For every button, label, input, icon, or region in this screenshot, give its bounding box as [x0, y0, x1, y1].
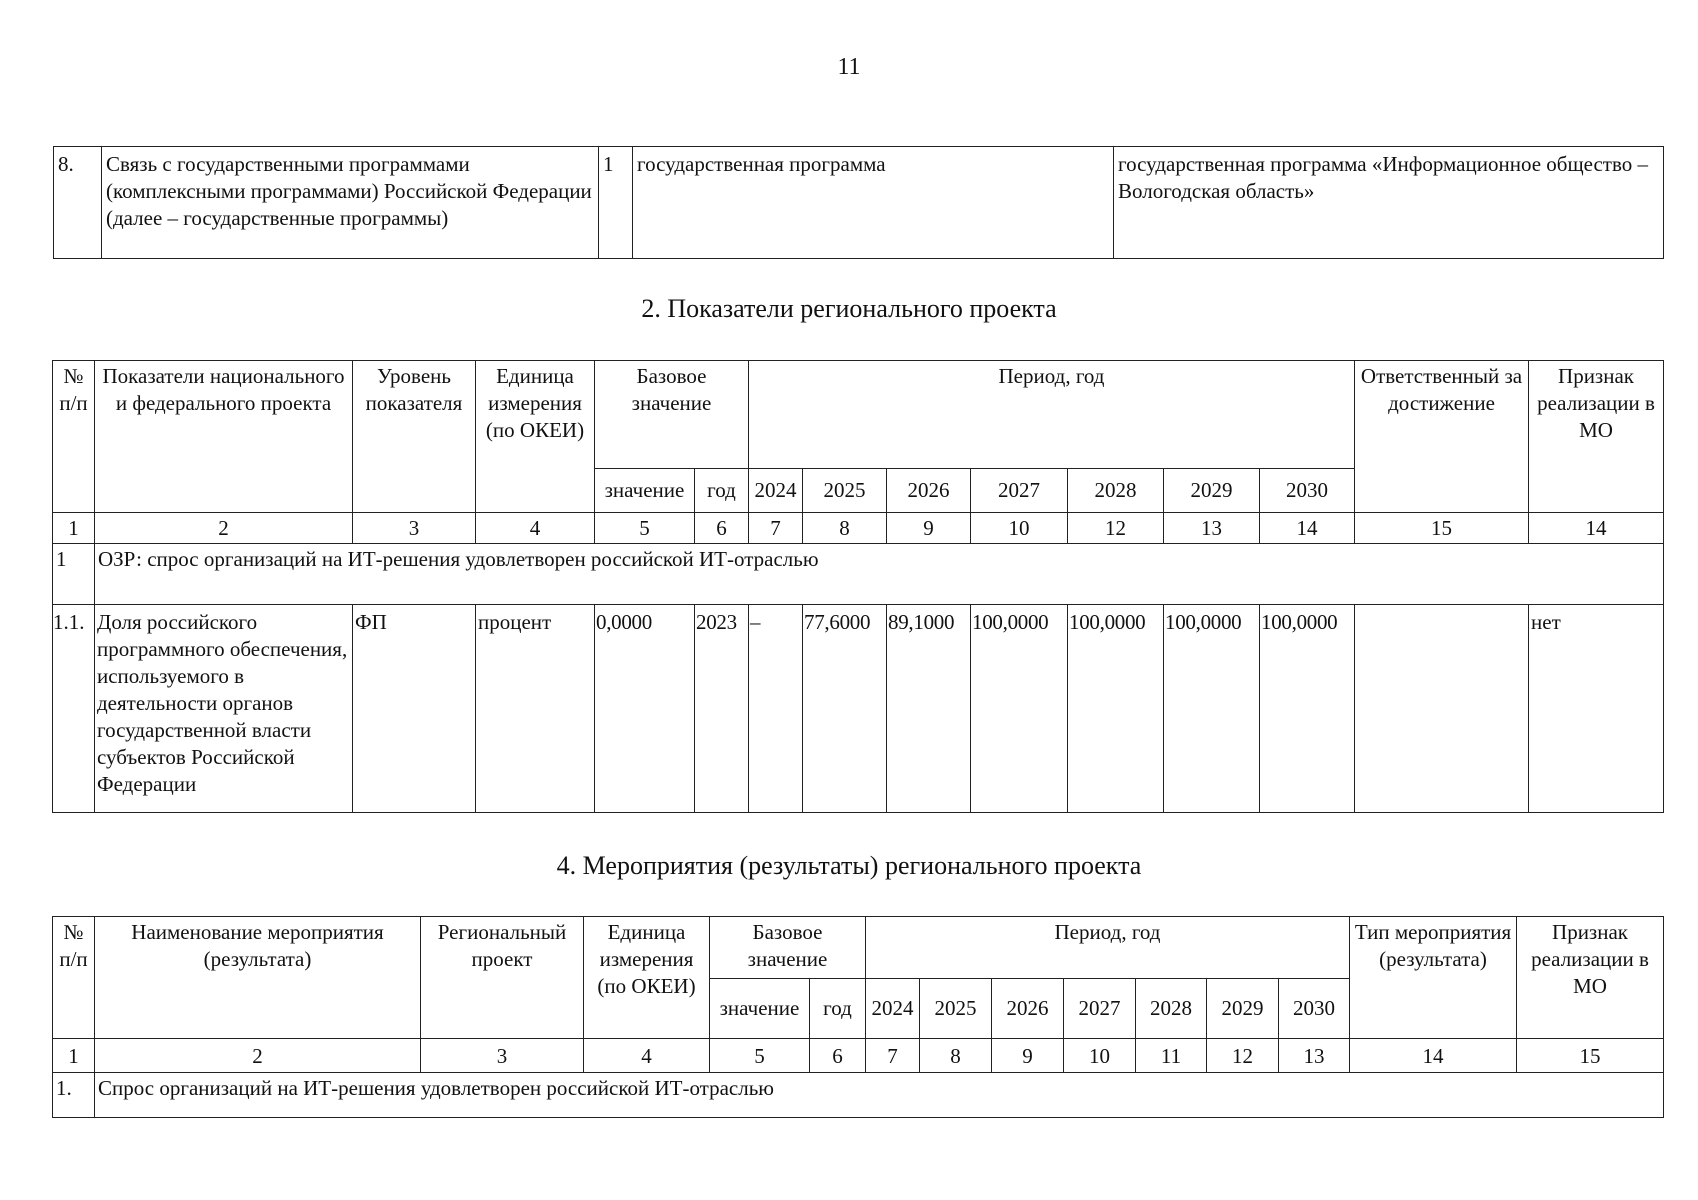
period-value: 77,6000 [803, 605, 887, 813]
row-number: 8. [54, 147, 102, 259]
header-year: 2025 [920, 979, 992, 1039]
header-year: 2026 [887, 469, 971, 513]
responsible [1355, 605, 1529, 813]
group-row [53, 1073, 1664, 1118]
header-period: Период, год [866, 917, 1350, 979]
col-number: 9 [992, 1039, 1064, 1073]
header-type: Тип мероприятия (результата) [1350, 917, 1517, 1039]
header-no: № п/п [53, 361, 95, 513]
header-year: 2030 [1260, 469, 1355, 513]
col-number: 10 [971, 513, 1068, 544]
col-number: 7 [866, 1039, 920, 1073]
header-name: Наименование мероприятия (результата) [95, 917, 421, 1039]
section2-title: 2. Показатели регионального проекта [641, 294, 1057, 323]
base-value: 0,0000 [595, 605, 695, 813]
table-row [54, 147, 1664, 259]
col-number: 11 [1136, 1039, 1207, 1073]
col-number: 2 [95, 513, 353, 544]
indicator-unit: процент [476, 605, 595, 813]
header-year: 2029 [1164, 469, 1260, 513]
header-year: 2026 [992, 979, 1064, 1039]
header-mo: Признак реализации в МО [1529, 361, 1664, 513]
col-number: 5 [710, 1039, 810, 1073]
program-type: государственная программа [633, 147, 1114, 259]
header-no: № п/п [53, 917, 95, 1039]
header-base-year: год [810, 979, 866, 1039]
header-responsible: Ответственный за достижение [1355, 361, 1529, 513]
section4-title: 4. Мероприятия (результаты) регионального проекта [556, 851, 1142, 880]
col-number: 4 [476, 513, 595, 544]
col-number: 14 [1260, 513, 1355, 544]
header-mo: Признак реализации в МО [1517, 917, 1664, 1039]
header-row [53, 361, 1664, 469]
program-name: государственная программа «Информационное общество – Вологодская область» [1114, 147, 1664, 259]
header-year: 2028 [1136, 979, 1207, 1039]
header-year: 2028 [1068, 469, 1164, 513]
col-number: 15 [1355, 513, 1529, 544]
col-number: 10 [1064, 1039, 1136, 1073]
col-number: 6 [810, 1039, 866, 1073]
col-number: 3 [353, 513, 476, 544]
column-numbers-row [53, 1039, 1664, 1073]
col-number: 13 [1279, 1039, 1350, 1073]
header-year: 2024 [866, 979, 920, 1039]
header-base-value: значение [595, 469, 695, 513]
indicator-name: Доля российского программного обеспечения, используемого в деятельности органов государственной власти субъектов Российской Федерации [95, 605, 353, 813]
row-label: Связь с государственными программами (комплексными программами) Российской Федерации (далее – государственные программы) [102, 147, 599, 259]
header-period: Период, год [749, 361, 1355, 469]
group-number: 1 [53, 544, 95, 605]
col-number: 7 [749, 513, 803, 544]
indicator-level: ФП [353, 605, 476, 813]
group-number: 1. [53, 1073, 95, 1118]
header-base: Базовое значение [595, 361, 749, 469]
row-index: 1 [599, 147, 633, 259]
col-number: 8 [803, 513, 887, 544]
group-row [53, 544, 1664, 605]
column-numbers-row [53, 513, 1664, 544]
header-level: Уровень показателя [353, 361, 476, 513]
col-number: 6 [695, 513, 749, 544]
period-value: 100,0000 [1260, 605, 1355, 813]
period-value: 89,1000 [887, 605, 971, 813]
header-base: Базовое значение [710, 917, 866, 979]
col-number: 1 [53, 1039, 95, 1073]
base-year: 2023 [695, 605, 749, 813]
header-indicator: Показатели национального и федерального проекта [95, 361, 353, 513]
col-number: 3 [421, 1039, 584, 1073]
header-year: 2027 [1064, 979, 1136, 1039]
program-links-table [53, 146, 1664, 259]
page-number: 11 [837, 54, 861, 80]
header-year: 2027 [971, 469, 1068, 513]
period-value: 100,0000 [1164, 605, 1260, 813]
col-number: 8 [920, 1039, 992, 1073]
col-number: 13 [1164, 513, 1260, 544]
header-row [53, 917, 1664, 979]
header-year: 2024 [749, 469, 803, 513]
group-text: Спрос организаций на ИТ-решения удовлетворен российской ИТ-отраслью [95, 1073, 1664, 1118]
header-base-value: значение [710, 979, 810, 1039]
col-number: 1 [53, 513, 95, 544]
col-number: 4 [584, 1039, 710, 1073]
header-year: 2030 [1279, 979, 1350, 1039]
header-year: 2025 [803, 469, 887, 513]
row-number: 1.1. [53, 605, 95, 813]
col-number: 2 [95, 1039, 421, 1073]
mo-flag: нет [1529, 605, 1664, 813]
header-project: Региональный проект [421, 917, 584, 1039]
col-number: 9 [887, 513, 971, 544]
col-number: 12 [1207, 1039, 1279, 1073]
group-text: ОЗР: спрос организаций на ИТ-решения удовлетворен российской ИТ-отраслью [95, 544, 1664, 605]
period-value: 100,0000 [971, 605, 1068, 813]
header-base-year: год [695, 469, 749, 513]
table-row [53, 605, 1664, 813]
col-number: 14 [1350, 1039, 1517, 1073]
header-year: 2029 [1207, 979, 1279, 1039]
header-unit: Единица измерения (по ОКЕИ) [476, 361, 595, 513]
period-value: – [749, 605, 803, 813]
indicators-table [52, 360, 1664, 813]
activities-table [52, 916, 1664, 1118]
col-number: 15 [1517, 1039, 1664, 1073]
col-number: 5 [595, 513, 695, 544]
period-value: 100,0000 [1068, 605, 1164, 813]
col-number: 12 [1068, 513, 1164, 544]
col-number: 14 [1529, 513, 1664, 544]
header-unit: Единица измерения (по ОКЕИ) [584, 917, 710, 1039]
